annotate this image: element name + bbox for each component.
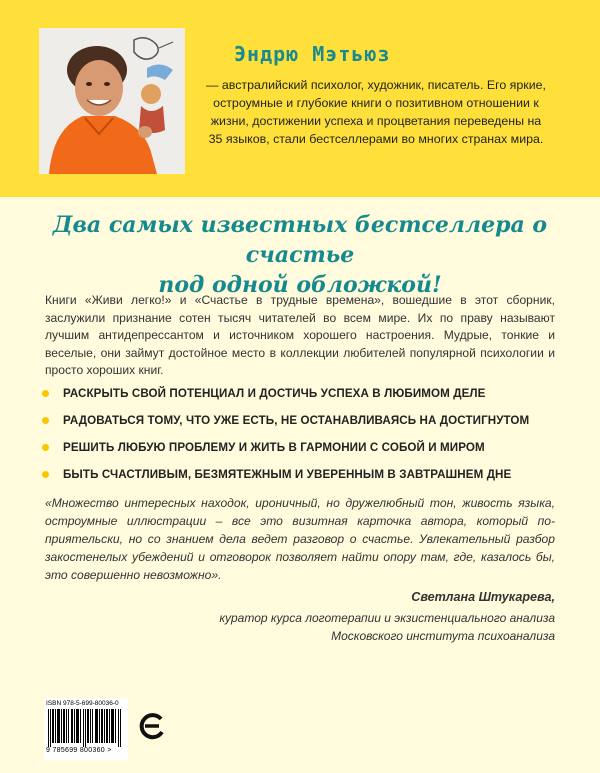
headline-line-1: Два самых известных бестселлера о счастье (52, 212, 548, 268)
list-item-text: РАДОВАТЬСЯ ТОМУ, ЧТО УЖЕ ЕСТЬ, НЕ ОСТАНАВЛИВАЯСЬ НА ДОСТИГНУТОМ (63, 414, 530, 427)
reviewer-role (155, 610, 555, 645)
bullet-dot-icon (42, 417, 49, 424)
reviewer-role-line-1: куратор курса логотерапии и экзистенциального анализа (219, 611, 555, 625)
list-item (42, 461, 562, 488)
barcode (44, 698, 128, 760)
author-bio: — австралийский психолог, художник, писатель. Его яркие, остроумные и глубокие книги о позитивном отношении к жизни, достижении успеха и процветания переведены на 35 языков, стали бестселлерами во многих странах мира. (206, 78, 546, 146)
headline (30, 210, 570, 300)
review-quote: «Множество интересных находок, ироничный, но дружелюбный тон, живость языка, остроумные иллюстрации – все это визитная карточка автора, который по-приятельски, но со знанием дела ведет разговор о счастье. Увлекательный разбор закостенелых убеждений и отговорок позволяет найти опору там, где, казалось бы, это совершенно невозможно». (45, 496, 555, 582)
barcode-number: 9 785699 800360 > (46, 747, 112, 754)
author-photo (39, 28, 185, 174)
list-item-text: РЕШИТЬ ЛЮБУЮ ПРОБЛЕМУ И ЖИТЬ В ГАРМОНИИ С СОБОЙ И МИРОМ (63, 441, 485, 454)
list-item (42, 407, 562, 434)
eksmo-logo-icon (139, 711, 167, 741)
headline-line-2: под одной обложкой! (158, 272, 442, 298)
bullet-dot-icon (42, 390, 49, 397)
list-item-text: БЫТЬ СЧАСТЛИВЫМ, БЕЗМЯТЕЖНЫМ И УВЕРЕННЫМ В ЗАВТРАШНЕМ ДНЕ (63, 468, 512, 481)
intro-paragraph: Книги «Живи легко!» и «Счастье в трудные времена», вошедшие в этот сборник, заслужили признание сотен тысяч читателей во всем мире. Их по праву называют лучшим антидепрессантом и источником хорошего настроения. Мудрые, тонкие и веселые, они займут достойное место в коллекции любителей популярной психологии и просто хороших книг. (45, 293, 555, 378)
benefits-list (42, 380, 562, 488)
bullet-dot-icon (42, 444, 49, 451)
list-item (42, 380, 562, 407)
isbn-text: ISBN 978-5-699-80036-0 (46, 700, 119, 707)
reviewer-role-line-2: Московского института психоанализа (331, 628, 555, 643)
reviewer-name: Светлана Штукарева, (411, 590, 555, 604)
bullet-dot-icon (42, 471, 49, 478)
barcode-bars-icon (48, 709, 124, 747)
list-item-text: РАСКРЫТЬ СВОЙ ПОТЕНЦИАЛ И ДОСТИЧЬ УСПЕХА В ЛЮБИМОМ ДЕЛЕ (63, 387, 486, 400)
author-name: Эндрю Мэтьюз (234, 42, 391, 66)
author-band (0, 0, 600, 197)
list-item (42, 434, 562, 461)
